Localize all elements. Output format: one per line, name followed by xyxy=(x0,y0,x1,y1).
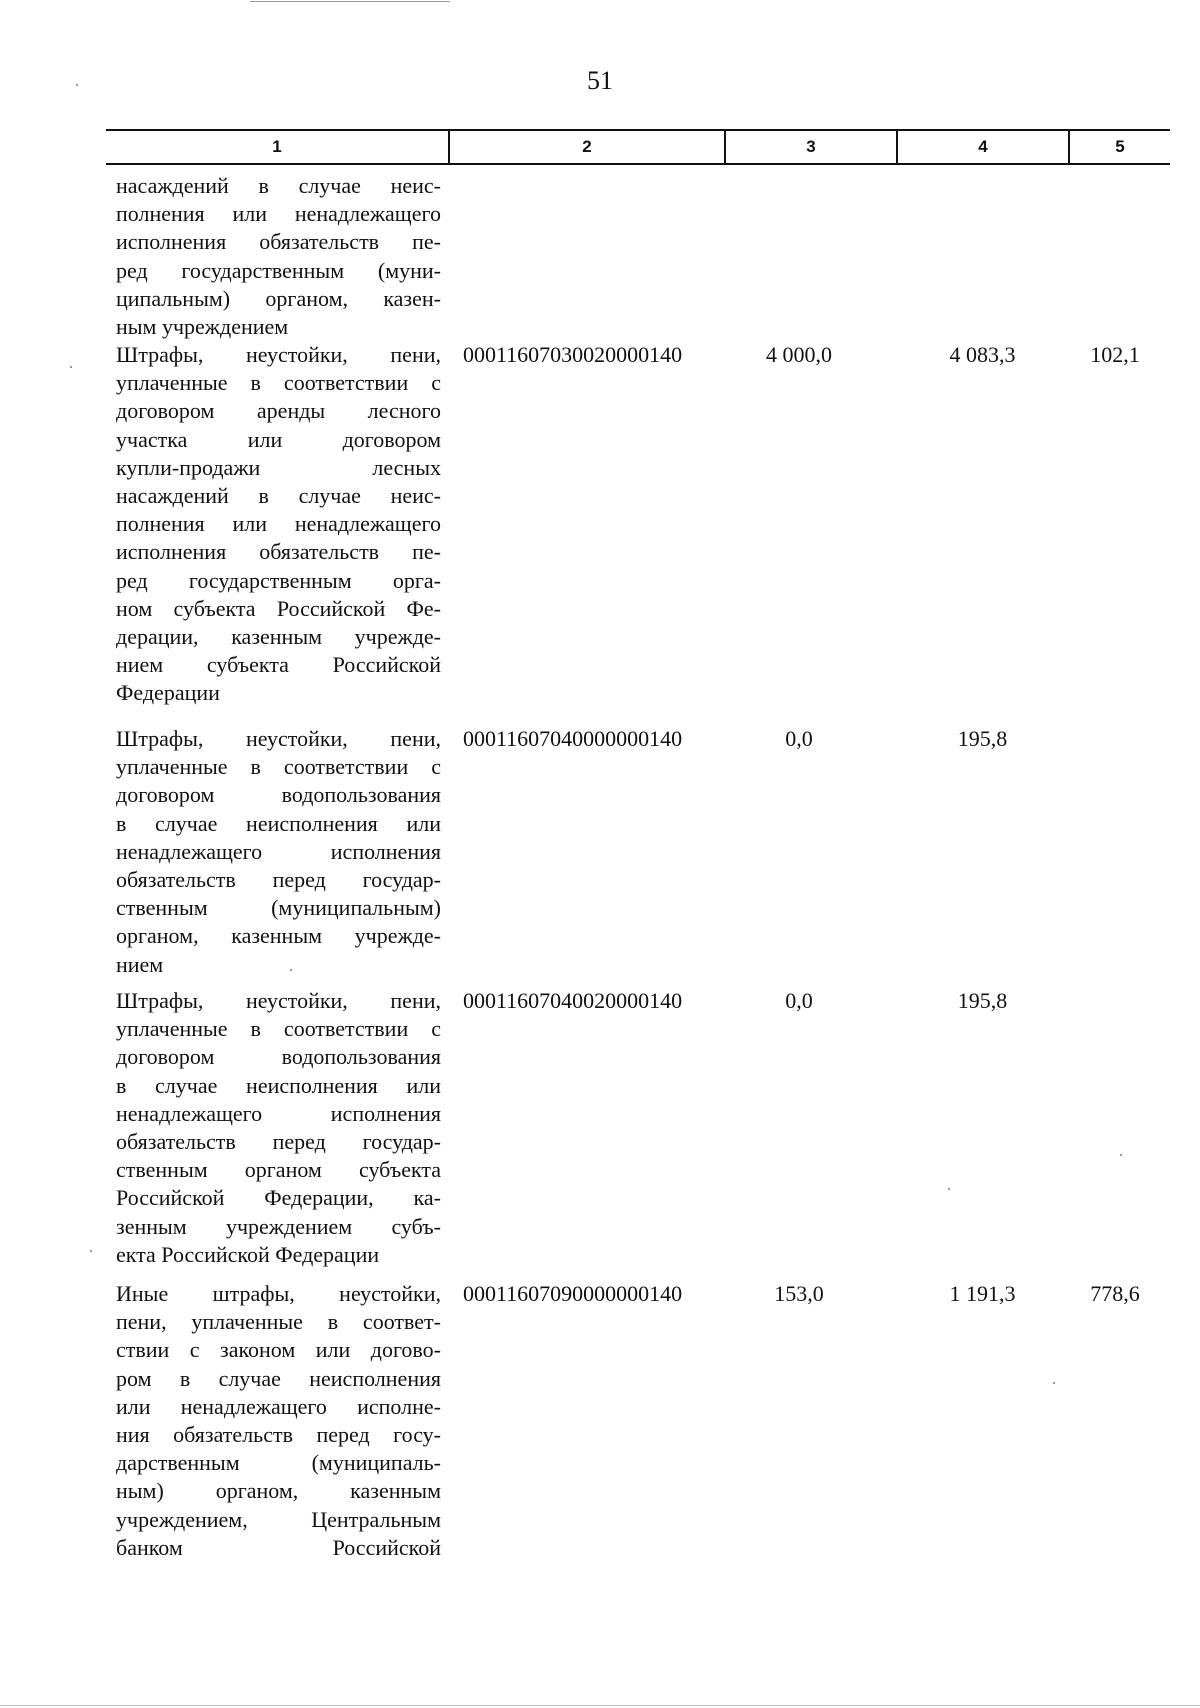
text-line: органом, казенным учрежде- xyxy=(116,923,441,949)
text-line: исполнения обязательств пе- xyxy=(116,229,441,255)
scan-speck xyxy=(1120,1154,1122,1156)
text-line: насаждений в случае неис- xyxy=(116,173,441,198)
text-line: ред государственным орга- xyxy=(116,567,441,593)
text-line: ном субъекта Российской Фе- xyxy=(116,595,441,621)
text-line: Иные штрафы, неустойки, xyxy=(116,1281,441,1306)
value-col3: 0,0 xyxy=(785,726,813,751)
text-line: ред государственным (муни- xyxy=(116,257,441,283)
text-line: дерации, казенным учрежде- xyxy=(116,624,441,650)
text-line: насаждений в случае неис- xyxy=(116,483,441,509)
scan-speck xyxy=(948,1188,950,1190)
row-description xyxy=(116,725,441,979)
text-line: ром в случае неисполнения xyxy=(116,1365,441,1391)
scan-speck xyxy=(76,84,78,86)
text-line: исполнения обязательств пе- xyxy=(116,539,441,565)
text-line: уплаченные в соответствии с xyxy=(116,754,441,780)
text-line: ципальным) органом, казен- xyxy=(116,285,441,311)
scan-artifact xyxy=(250,1,450,2)
text-line: в случае неисполнения или xyxy=(116,1072,441,1098)
text-line: уплаченные в соответствии с xyxy=(116,1016,441,1042)
column-header-3: 3 xyxy=(724,131,896,163)
text-line: участка или договором xyxy=(116,426,441,452)
value-col3: 0,0 xyxy=(785,988,813,1013)
scan-speck xyxy=(70,366,72,368)
text-line: ния обязательств перед госу- xyxy=(116,1422,441,1448)
scan-speck xyxy=(290,969,292,971)
text-line: екта Российской Федерации xyxy=(116,1241,380,1267)
text-line: ным учреждением xyxy=(116,314,289,340)
value-col3: 4 000,0 xyxy=(766,342,832,367)
scan-speck xyxy=(1053,1382,1055,1384)
row-description xyxy=(116,341,441,708)
row-description xyxy=(116,987,441,1269)
text-line: нием xyxy=(116,951,164,977)
text-line: ненадлежащего исполнения xyxy=(116,1100,441,1126)
text-line: ственным органом субъекта xyxy=(116,1157,441,1183)
text-line: полнения или ненадлежащего xyxy=(116,201,441,227)
text-line: обязательств перед государ- xyxy=(116,867,441,893)
text-line: в случае неисполнения или xyxy=(116,810,441,836)
text-line: полнения или ненадлежащего xyxy=(116,511,441,537)
text-line: Российской Федерации, ка- xyxy=(116,1185,441,1211)
text-line: ным) органом, казенным xyxy=(116,1478,441,1504)
value-col4: 1 191,3 xyxy=(949,1281,1016,1306)
text-line: Штрафы, неустойки, пени, xyxy=(116,342,441,367)
continuation-text xyxy=(116,172,441,341)
text-line: договором аренды лесного xyxy=(116,398,441,424)
text-line: зенным учреждением субъ- xyxy=(116,1213,441,1239)
text-line: дарственным (муниципаль- xyxy=(116,1450,441,1476)
column-header-2: 2 xyxy=(448,131,724,163)
row-description xyxy=(116,1280,441,1562)
scan-artifact xyxy=(0,1705,1200,1706)
budget-code: 00011607040020000140 xyxy=(463,988,683,1013)
page-number: 51 xyxy=(587,66,613,95)
text-line: договором водопользования xyxy=(116,782,441,808)
text-line: Штрафы, неустойки, пени, xyxy=(116,726,441,751)
value-col4: 195,8 xyxy=(957,726,1008,751)
text-line: нием субъекта Российской xyxy=(116,652,441,678)
text-line: Штрафы, неустойки, пени, xyxy=(116,988,441,1013)
text-line: договором водопользования xyxy=(116,1044,441,1070)
text-line: банком Российской xyxy=(116,1534,441,1560)
value-col4: 4 083,3 xyxy=(949,342,1016,367)
column-header-4: 4 xyxy=(896,131,1068,163)
value-col3: 153,0 xyxy=(774,1281,824,1306)
text-line: пени, уплаченные в соответ- xyxy=(116,1309,441,1335)
value-col5: 778,6 xyxy=(1090,1281,1140,1306)
text-line: ственным (муниципальным) xyxy=(116,895,441,921)
text-line: обязательств перед государ- xyxy=(116,1129,441,1155)
budget-code: 00011607040000000140 xyxy=(463,726,683,751)
table-header xyxy=(106,129,1170,165)
value-col4: 195,8 xyxy=(957,988,1008,1013)
text-line: купли-продажи лесных xyxy=(116,454,441,480)
text-line: или ненадлежащего исполне- xyxy=(116,1393,441,1419)
text-line: ствии с законом или догово- xyxy=(116,1337,441,1363)
value-col5: 102,1 xyxy=(1090,342,1140,367)
text-line: Федерации xyxy=(116,680,220,706)
text-line: ненадлежащего исполнения xyxy=(116,838,441,864)
column-header-5: 5 xyxy=(1068,131,1170,163)
text-line: уплаченные в соответствии с xyxy=(116,370,441,396)
scan-speck xyxy=(90,1250,92,1252)
budget-code: 00011607030020000140 xyxy=(463,342,683,367)
column-header-1: 1 xyxy=(272,137,282,156)
text-line: учреждением, Центральным xyxy=(116,1506,441,1532)
budget-code: 00011607090000000140 xyxy=(463,1281,683,1306)
